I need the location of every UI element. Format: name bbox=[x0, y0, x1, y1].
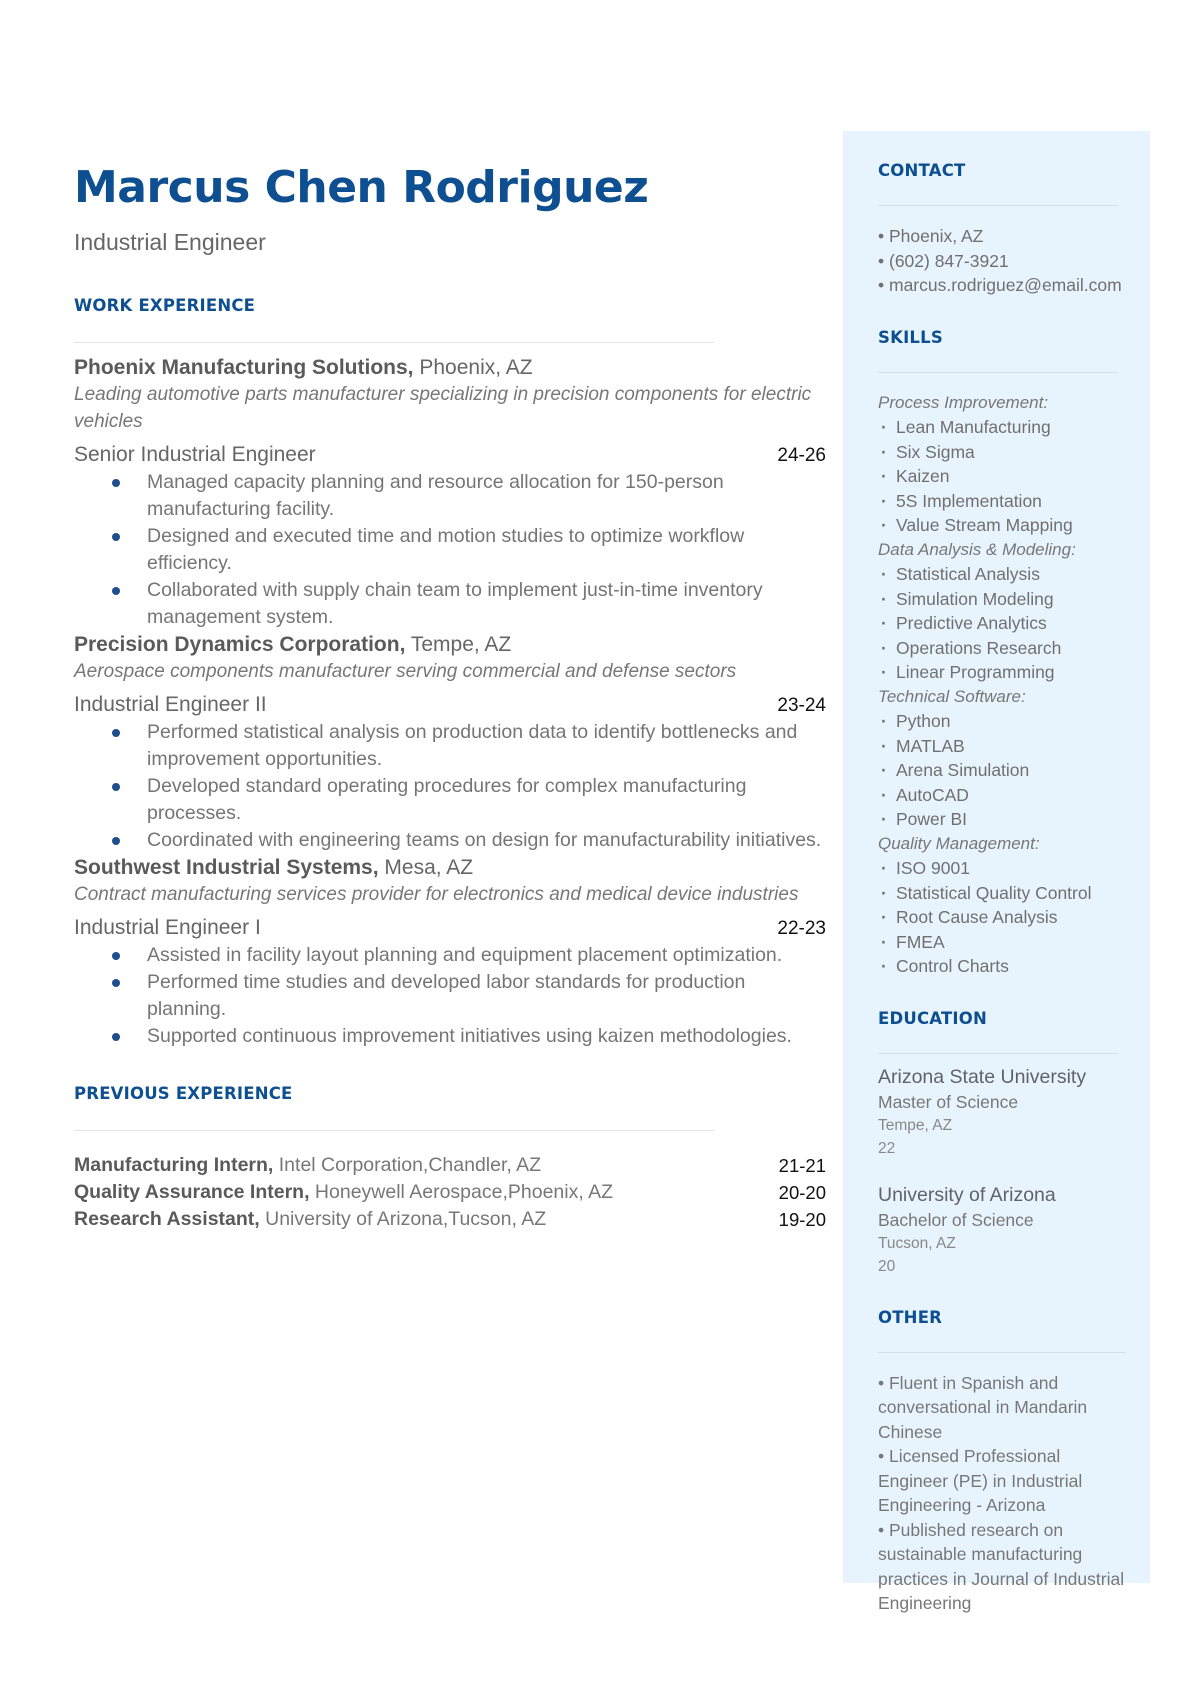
previous-dates: 20-20 bbox=[778, 1182, 826, 1203]
job-bullet-text: Designed and executed time and motion studies to optimize workflow efficiency. bbox=[147, 525, 745, 574]
education-item bbox=[878, 1064, 1150, 1160]
work-experience-list bbox=[74, 354, 826, 1050]
work-experience-heading: WORK EXPERIENCE bbox=[74, 296, 256, 315]
section-divider bbox=[74, 342, 714, 343]
job-bullet bbox=[74, 1023, 826, 1050]
job-role: Industrial Engineer I bbox=[74, 916, 261, 939]
job-company-line bbox=[74, 631, 826, 658]
job-company: Phoenix Manufacturing Solutions, bbox=[74, 356, 414, 379]
previous-org: Intel Corporation,Chandler, AZ bbox=[273, 1154, 542, 1176]
education-school: University of Arizona bbox=[878, 1183, 1056, 1206]
skill-item: · Value Stream Mapping bbox=[878, 513, 1150, 538]
other-item: • Fluent in Spanish and conversational in Mandarin Chinese bbox=[878, 1372, 1088, 1442]
job-company: Southwest Industrial Systems, bbox=[74, 856, 379, 879]
bullet-dot-icon bbox=[112, 952, 120, 960]
previous-org: Honeywell Aerospace,Phoenix, AZ bbox=[309, 1181, 614, 1203]
education-heading: EDUCATION bbox=[878, 1008, 987, 1028]
education-location: Tempe, AZ bbox=[878, 1116, 953, 1134]
job-company-description: Contract manufacturing services provider for electronics and medical device industries bbox=[74, 884, 799, 905]
bullet-dot-icon bbox=[112, 729, 120, 737]
skill-item: · ISO 9001 bbox=[878, 856, 1150, 881]
candidate-name: Marcus Chen Rodriguez bbox=[74, 162, 649, 213]
contact-phone[interactable]: • (602) 847-3921 bbox=[878, 250, 1009, 271]
job-role-row bbox=[74, 914, 826, 942]
job-bullet-text: Assisted in facility layout planning and equipment placement optimization. bbox=[147, 944, 783, 966]
job-entry bbox=[74, 631, 826, 854]
skill-item: · Linear Programming bbox=[878, 660, 1150, 685]
skill-category: Quality Management: bbox=[878, 833, 1040, 853]
previous-role: Research Assistant, bbox=[74, 1208, 260, 1230]
previous-dates: 21-21 bbox=[778, 1155, 826, 1176]
job-role: Senior Industrial Engineer bbox=[74, 443, 316, 466]
skill-category: Data Analysis & Modeling: bbox=[878, 539, 1076, 559]
skill-item: · Power BI bbox=[878, 807, 1150, 832]
job-bullet-text: Supported continuous improvement initiatives using kaizen methodologies. bbox=[147, 1025, 792, 1047]
skill-item: · Predictive Analytics bbox=[878, 611, 1150, 636]
job-bullet bbox=[74, 942, 826, 969]
job-role-row bbox=[74, 691, 826, 719]
job-bullet bbox=[74, 969, 826, 1023]
job-entry bbox=[74, 854, 826, 1050]
education-year: 20 bbox=[878, 1257, 896, 1275]
contact-heading: CONTACT bbox=[878, 161, 966, 180]
job-bullet-text: Coordinated with engineering teams on design for manufacturability initiatives. bbox=[147, 829, 822, 851]
bullet-dot-icon bbox=[112, 533, 120, 541]
skill-item: · Root Cause Analysis bbox=[878, 905, 1150, 930]
previous-experience-row bbox=[74, 1152, 826, 1179]
skill-item: · Operations Research bbox=[878, 636, 1150, 661]
skill-group bbox=[878, 391, 1150, 538]
job-bullet bbox=[74, 469, 826, 523]
skill-group bbox=[878, 685, 1150, 832]
skill-group bbox=[878, 832, 1150, 979]
job-bullet bbox=[74, 523, 826, 577]
skill-item: · FMEA bbox=[878, 930, 1150, 955]
job-location: Mesa, AZ bbox=[378, 856, 474, 879]
skill-item: · Six Sigma bbox=[878, 440, 1150, 465]
skill-item: · 5S Implementation bbox=[878, 489, 1150, 514]
job-location: Tempe, AZ bbox=[405, 633, 512, 656]
job-bullet-text: Developed standard operating procedures for complex manufacturing processes. bbox=[147, 775, 747, 824]
previous-experience-row bbox=[74, 1179, 826, 1206]
skill-item: · AutoCAD bbox=[878, 783, 1150, 808]
previous-experience-row bbox=[74, 1206, 826, 1233]
job-role: Industrial Engineer II bbox=[74, 693, 267, 716]
job-bullet bbox=[74, 719, 826, 773]
skill-item: · Statistical Quality Control bbox=[878, 881, 1150, 906]
bullet-dot-icon bbox=[112, 587, 120, 595]
education-school: Arizona State University bbox=[878, 1065, 1087, 1088]
candidate-title: Industrial Engineer bbox=[74, 229, 266, 255]
job-location: Phoenix, AZ bbox=[413, 356, 533, 379]
section-divider bbox=[74, 1130, 714, 1131]
other-item: • Published research on sustainable manufacturing practices in Journal of Industrial Engineering bbox=[878, 1519, 1125, 1613]
education-year: 22 bbox=[878, 1139, 896, 1157]
education-section bbox=[878, 1009, 1150, 1278]
job-dates: 23-24 bbox=[777, 695, 826, 716]
previous-role: Quality Assurance Intern, bbox=[74, 1181, 310, 1203]
job-bullets bbox=[74, 942, 826, 1050]
job-company-description: Aerospace components manufacturer serving commercial and defense sectors bbox=[74, 661, 737, 682]
previous-dates: 19-20 bbox=[778, 1209, 826, 1230]
other-item: • Licensed Professional Engineer (PE) in Industrial Engineering - Arizona bbox=[878, 1446, 1083, 1515]
education-item bbox=[878, 1182, 1150, 1278]
contact-section bbox=[878, 161, 1150, 298]
job-company-description: Leading automotive parts manufacturer specializing in precision components for electric vehicles bbox=[74, 384, 812, 432]
skill-item: · MATLAB bbox=[878, 734, 1150, 759]
other-section bbox=[878, 1308, 1150, 1616]
skill-group bbox=[878, 538, 1150, 685]
bullet-dot-icon bbox=[112, 479, 120, 487]
job-bullet-text: Performed statistical analysis on production data to identify bottlenecks and improvement opportunities. bbox=[147, 721, 798, 770]
main-column bbox=[74, 160, 826, 1233]
skills-section bbox=[878, 328, 1150, 979]
job-company-line bbox=[74, 854, 826, 881]
job-company-line bbox=[74, 354, 826, 381]
bullet-dot-icon bbox=[112, 783, 120, 791]
other-heading: OTHER bbox=[878, 1307, 943, 1327]
section-divider bbox=[878, 1053, 1118, 1054]
education-degree: Master of Science bbox=[878, 1091, 1019, 1112]
job-dates: 24-26 bbox=[777, 445, 826, 466]
skill-category: Process Improvement: bbox=[878, 392, 1049, 412]
skill-category: Technical Software: bbox=[878, 686, 1026, 706]
job-entry bbox=[74, 354, 826, 631]
education-degree: Bachelor of Science bbox=[878, 1209, 1034, 1230]
bullet-dot-icon bbox=[112, 837, 120, 845]
skill-item: · Arena Simulation bbox=[878, 758, 1150, 783]
job-bullets bbox=[74, 719, 826, 854]
job-role-row bbox=[74, 441, 826, 469]
job-bullet-text: Managed capacity planning and resource allocation for 150-person manufacturing facility. bbox=[147, 471, 724, 520]
skill-item: · Simulation Modeling bbox=[878, 587, 1150, 612]
job-bullets bbox=[74, 469, 826, 631]
skill-item: · Control Charts bbox=[878, 954, 1150, 979]
previous-experience-list bbox=[74, 1152, 826, 1233]
job-bullet bbox=[74, 773, 826, 827]
previous-experience-heading: PREVIOUS EXPERIENCE bbox=[74, 1084, 293, 1103]
education-location: Tucson, AZ bbox=[878, 1234, 956, 1252]
job-company: Precision Dynamics Corporation, bbox=[74, 633, 406, 656]
skill-item: · Statistical Analysis bbox=[878, 562, 1150, 587]
skills-heading: SKILLS bbox=[878, 327, 943, 347]
job-bullet-text: Collaborated with supply chain team to implement just-in-time inventory management system. bbox=[147, 579, 763, 628]
contact-location: • Phoenix, AZ bbox=[878, 226, 984, 246]
job-dates: 22-23 bbox=[777, 918, 826, 939]
bullet-dot-icon bbox=[112, 1033, 120, 1041]
job-bullet bbox=[74, 577, 826, 631]
section-divider bbox=[878, 205, 1118, 206]
section-divider bbox=[878, 372, 1118, 373]
job-bullet-text: Performed time studies and developed labor standards for production planning. bbox=[147, 971, 746, 1020]
job-bullet bbox=[74, 827, 826, 854]
skill-item: · Python bbox=[878, 709, 1150, 734]
skill-item: · Kaizen bbox=[878, 464, 1150, 489]
skill-item: · Lean Manufacturing bbox=[878, 415, 1150, 440]
previous-role: Manufacturing Intern, bbox=[74, 1154, 274, 1176]
contact-email[interactable]: • marcus.rodriguez@email.com bbox=[878, 275, 1122, 295]
bullet-dot-icon bbox=[112, 979, 120, 987]
sidebar bbox=[843, 131, 1150, 1613]
section-divider bbox=[878, 1352, 1126, 1353]
previous-org: University of Arizona,Tucson, AZ bbox=[259, 1208, 547, 1230]
